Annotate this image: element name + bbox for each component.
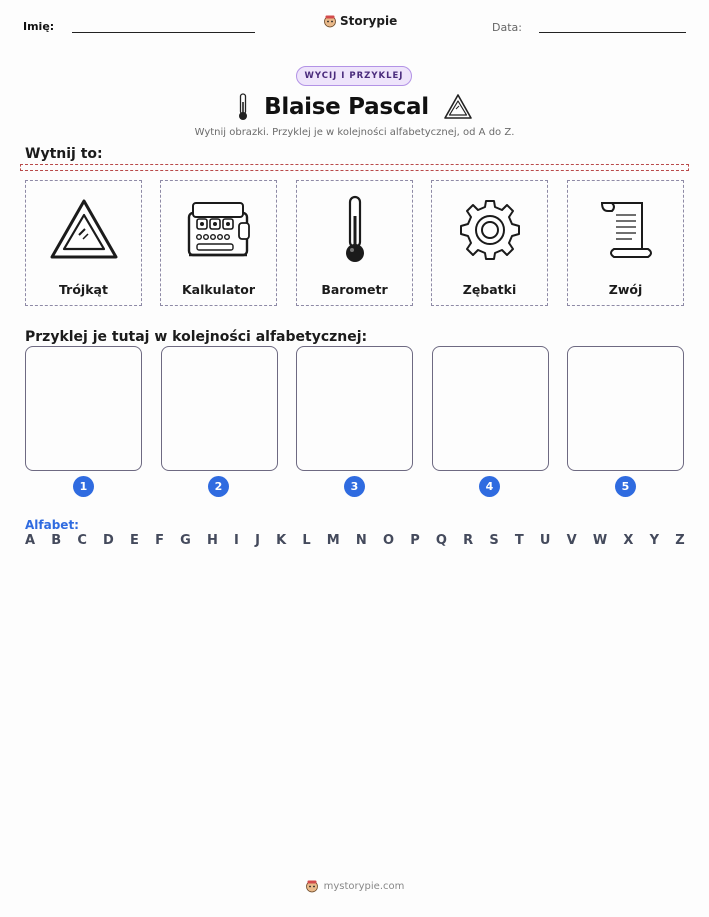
alphabet-letter: W xyxy=(592,533,608,548)
order-number: 4 xyxy=(479,476,500,497)
alphabet-letter: X xyxy=(623,533,634,548)
instructions: Wytnij obrazki. Przyklej je w kolejności alfabetycznej, od A do Z. xyxy=(194,127,515,138)
alphabet-letter: F xyxy=(155,533,164,548)
brand-logo xyxy=(323,14,397,28)
storypie-mascot-icon xyxy=(305,879,319,893)
title-row xyxy=(0,88,709,126)
alphabet-letter: P xyxy=(410,533,420,548)
alphabet-letter: A xyxy=(25,533,36,548)
paste-heading: Przyklej je tutaj w kolejności alfabetycznej: xyxy=(25,329,368,345)
footer xyxy=(0,879,709,893)
card-label: Zwój xyxy=(608,282,643,297)
scroll-icon xyxy=(596,197,656,263)
alphabet-letter: D xyxy=(103,533,114,548)
cut-card-barometer[interactable] xyxy=(296,180,413,306)
alphabet-letter: U xyxy=(539,533,551,548)
storypie-mascot-icon xyxy=(323,14,337,28)
paste-box-2[interactable] xyxy=(161,346,278,471)
gear-icon xyxy=(458,198,522,262)
paste-box-1[interactable] xyxy=(25,346,142,471)
order-number: 1 xyxy=(73,476,94,497)
alphabet-letter: B xyxy=(51,533,62,548)
alphabet-letter: T xyxy=(514,533,524,548)
alphabet-letter: R xyxy=(463,533,474,548)
cut-card-calculator[interactable] xyxy=(160,180,277,306)
cut-line xyxy=(20,164,689,171)
cut-card-gears[interactable] xyxy=(431,180,548,306)
cut-card-triangle[interactable] xyxy=(25,180,142,306)
brand-name: Storypie xyxy=(340,14,398,28)
alphabet-letter: K xyxy=(276,533,287,548)
alphabet-letter: H xyxy=(206,533,218,548)
alphabet-letter: O xyxy=(382,533,395,548)
order-number: 2 xyxy=(208,476,229,497)
alphabet-letter: Z xyxy=(675,533,685,548)
name-field[interactable] xyxy=(72,32,255,33)
alphabet-letter: L xyxy=(302,533,311,548)
order-number: 5 xyxy=(615,476,636,497)
card-label: Kalkulator xyxy=(181,282,256,297)
alphabet-letter: G xyxy=(180,533,191,548)
name-label: Imię: xyxy=(23,20,55,33)
alphabet-heading: Alfabet: xyxy=(25,518,79,532)
page-title: Blaise Pascal xyxy=(264,94,429,120)
paste-box-3[interactable] xyxy=(296,346,413,471)
triangle-icon xyxy=(443,93,473,121)
cut-card-scroll[interactable] xyxy=(567,180,684,306)
alphabet-letter: Y xyxy=(649,533,660,548)
alphabet-letter: E xyxy=(130,533,139,548)
alphabet-row xyxy=(25,533,685,548)
alphabet-letter: Q xyxy=(435,533,447,548)
order-number: 3 xyxy=(344,476,365,497)
alphabet-letter: J xyxy=(255,533,260,548)
card-label: Zębatki xyxy=(462,282,517,297)
alphabet-letter: C xyxy=(77,533,87,548)
triangle-icon xyxy=(48,197,120,263)
alphabet-letter: S xyxy=(489,533,499,548)
alphabet-letter: N xyxy=(355,533,367,548)
card-label: Barometr xyxy=(321,282,388,297)
date-field[interactable] xyxy=(539,32,686,33)
footer-url[interactable]: mystorypie.com xyxy=(323,880,405,892)
paste-box-4[interactable] xyxy=(432,346,549,471)
cut-heading: Wytnij to: xyxy=(25,146,103,162)
calculator-icon xyxy=(183,199,255,261)
thermometer-icon xyxy=(340,194,370,266)
alphabet-letter: M xyxy=(326,533,340,548)
thermometer-icon xyxy=(236,92,250,122)
card-label: Trójkąt xyxy=(59,282,108,297)
date-label: Data: xyxy=(492,21,522,34)
paste-box-5[interactable] xyxy=(567,346,684,471)
activity-badge: WYCIJ I PRZYKLEJ xyxy=(296,66,412,86)
alphabet-letter: V xyxy=(566,533,577,548)
alphabet-letter: I xyxy=(234,533,239,548)
